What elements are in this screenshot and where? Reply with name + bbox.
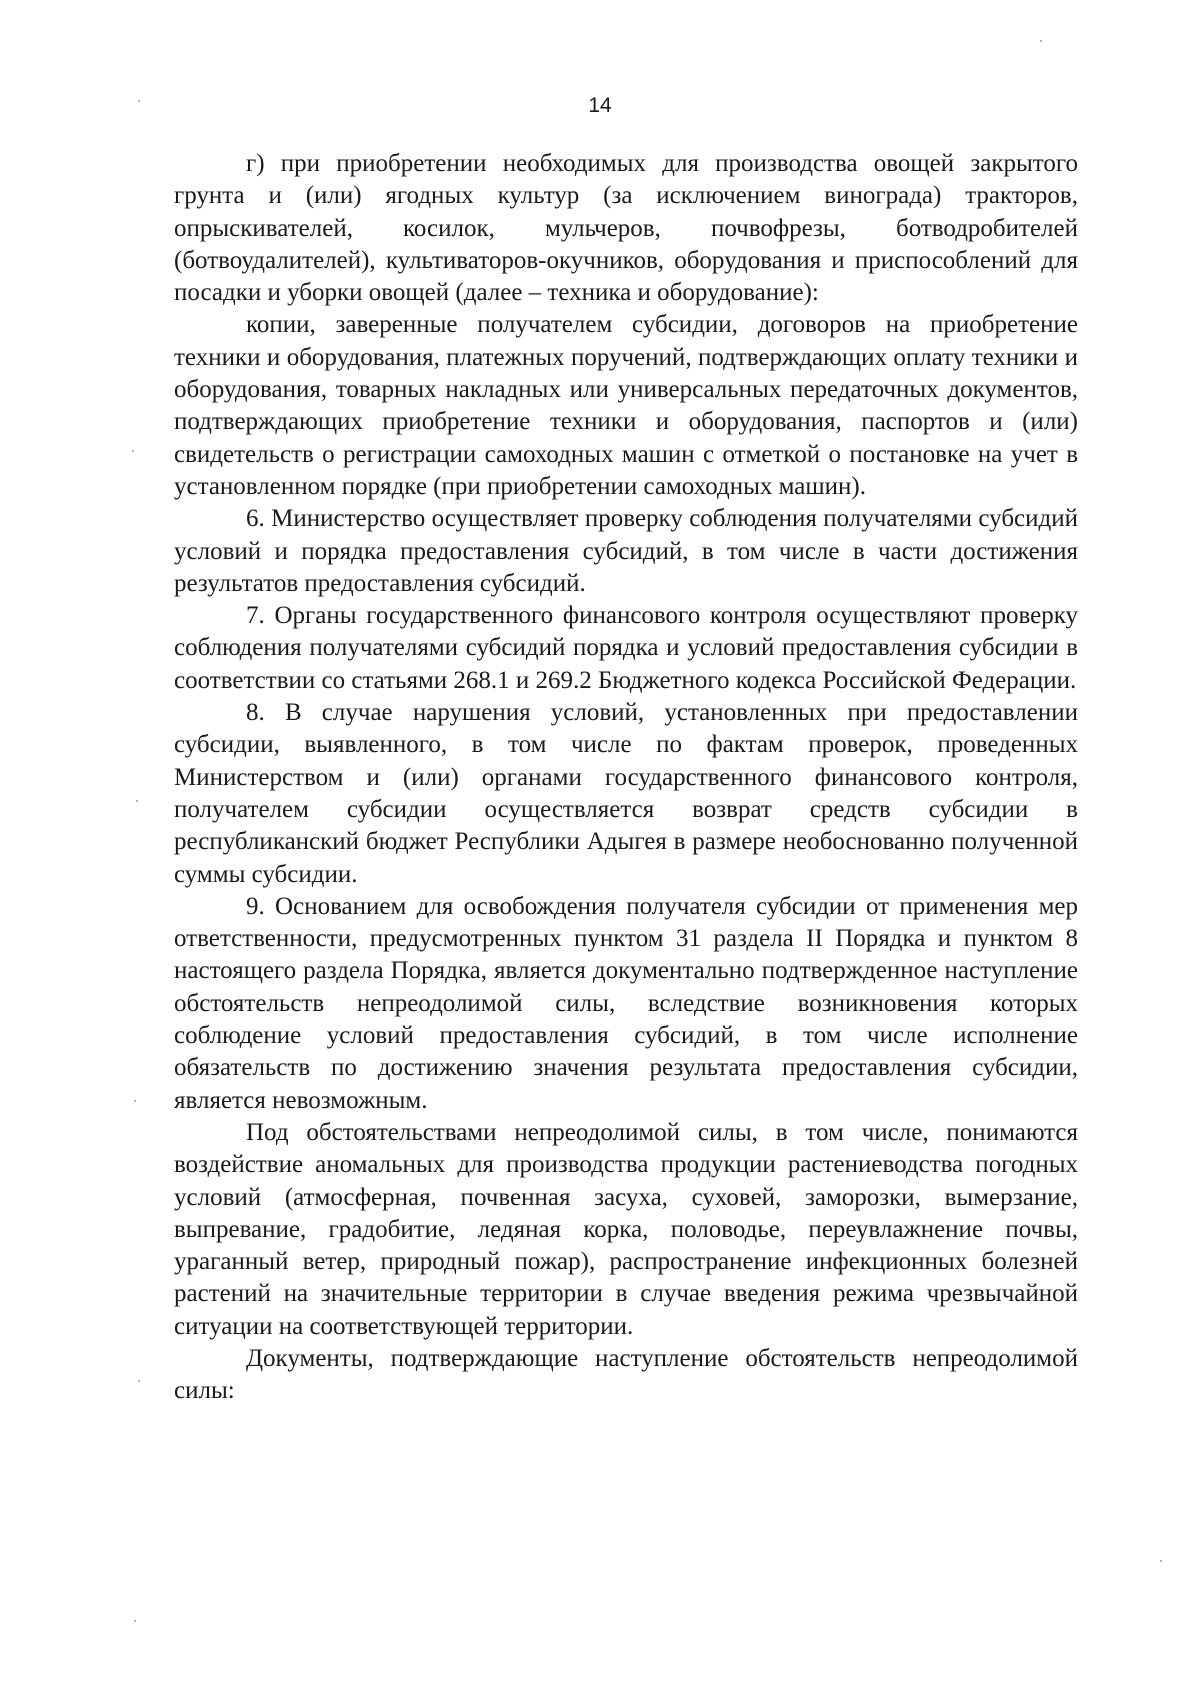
paragraph-g-equipment: г) при приобретении необходимых для производства овощей закрытого грунта и (или) ягодных культур (за исключением винограда) тракторов, опрыскивателей, косилок, мульчеров, почвофрезы, ботводробителей (ботвоудалителей), культиваторов-окучников, оборудования и приспособлений для посадки и уборки овощей (далее – техника и оборудование): (174, 150, 1078, 307)
scan-speck (138, 1380, 140, 1382)
scan-speck (1160, 1560, 1162, 1562)
paragraph-7-financial-control: 7. Органы государственного финансового контроля осуществляют проверку соблюдения получателями субсидий порядка и условий предоставления субсидии в соответствии со статьями 268.1 и 269.2 Бюджетного кодекса Российской Федерации. (174, 602, 1078, 694)
paragraph-8-violation-refund: 8. В случае нарушения условий, установленных при предоставлении субсидии, выявленного, в том числе по фактам проверок, проведенных Министерством и (или) органами государственного финансового контроля, получателем субсидии осуществляется возврат средств субсидии в республиканский бюджет Республики Адыгея в размере необоснованно полученной суммы субсидии. (174, 699, 1078, 888)
paragraph-6-ministry-check: 6. Министерство осуществляет проверку соблюдения получателями субсидий условий и порядка предоставления субсидий, в том числе в части достижения результатов предоставления субсидий. (174, 505, 1078, 597)
page-number: 14 (588, 94, 612, 117)
document-body (174, 148, 1078, 1408)
paragraph-force-majeure-definition: Под обстоятельствами непреодолимой силы, в том числе, понимаются воздействие аномальных для производства продукции растениеводства погодных условий (атмосферная, почвенная засуха, суховей, заморозки, вымерзание, выпревание, градобитие, ледяная корка, половодье, переувлажнение почвы, ураганный ветер, природный пожар), распространение инфекционных болезней растений на значительные территории в случае введения режима чрезвычайной ситуации на соответствующей территории. (174, 1118, 1078, 1340)
scan-speck (138, 100, 140, 102)
paragraph-copies-documents: копии, заверенные получателем субсидии, договоров на приобретение техники и оборудования, платежных поручений, подтверждающих оплату техники и оборудования, товарных накладных или универсальных передаточных документов, подтверждающих приобретение техники и оборудования, паспортов и (или) свидетельств о регистрации самоходных машин с отметкой о постановке на учет в установленном порядке (при приобретении самоходных машин). (174, 311, 1078, 500)
paragraph-9-force-majeure: 9. Основанием для освобождения получателя субсидии от применения мер ответственности, предусмотренных пунктом 31 раздела II Порядка и пунктом 8 настоящего раздела Порядка, является документально подтвержденное наступление обстоятельств непреодолимой силы, вследствие возникновения которых соблюдение условий предоставления субсидий, в том числе исполнение обязательств по достижению значения результата предоставления субсидии, является невозможным. (174, 892, 1078, 1114)
scan-speck (134, 1100, 136, 1102)
scan-speck (136, 800, 138, 802)
scan-speck (1040, 40, 1042, 42)
scan-speck (134, 1620, 136, 1622)
scan-speck (132, 450, 134, 452)
paragraph-supporting-documents: Документы, подтверждающие наступление обстоятельств непреодолимой силы: (174, 1344, 1078, 1405)
